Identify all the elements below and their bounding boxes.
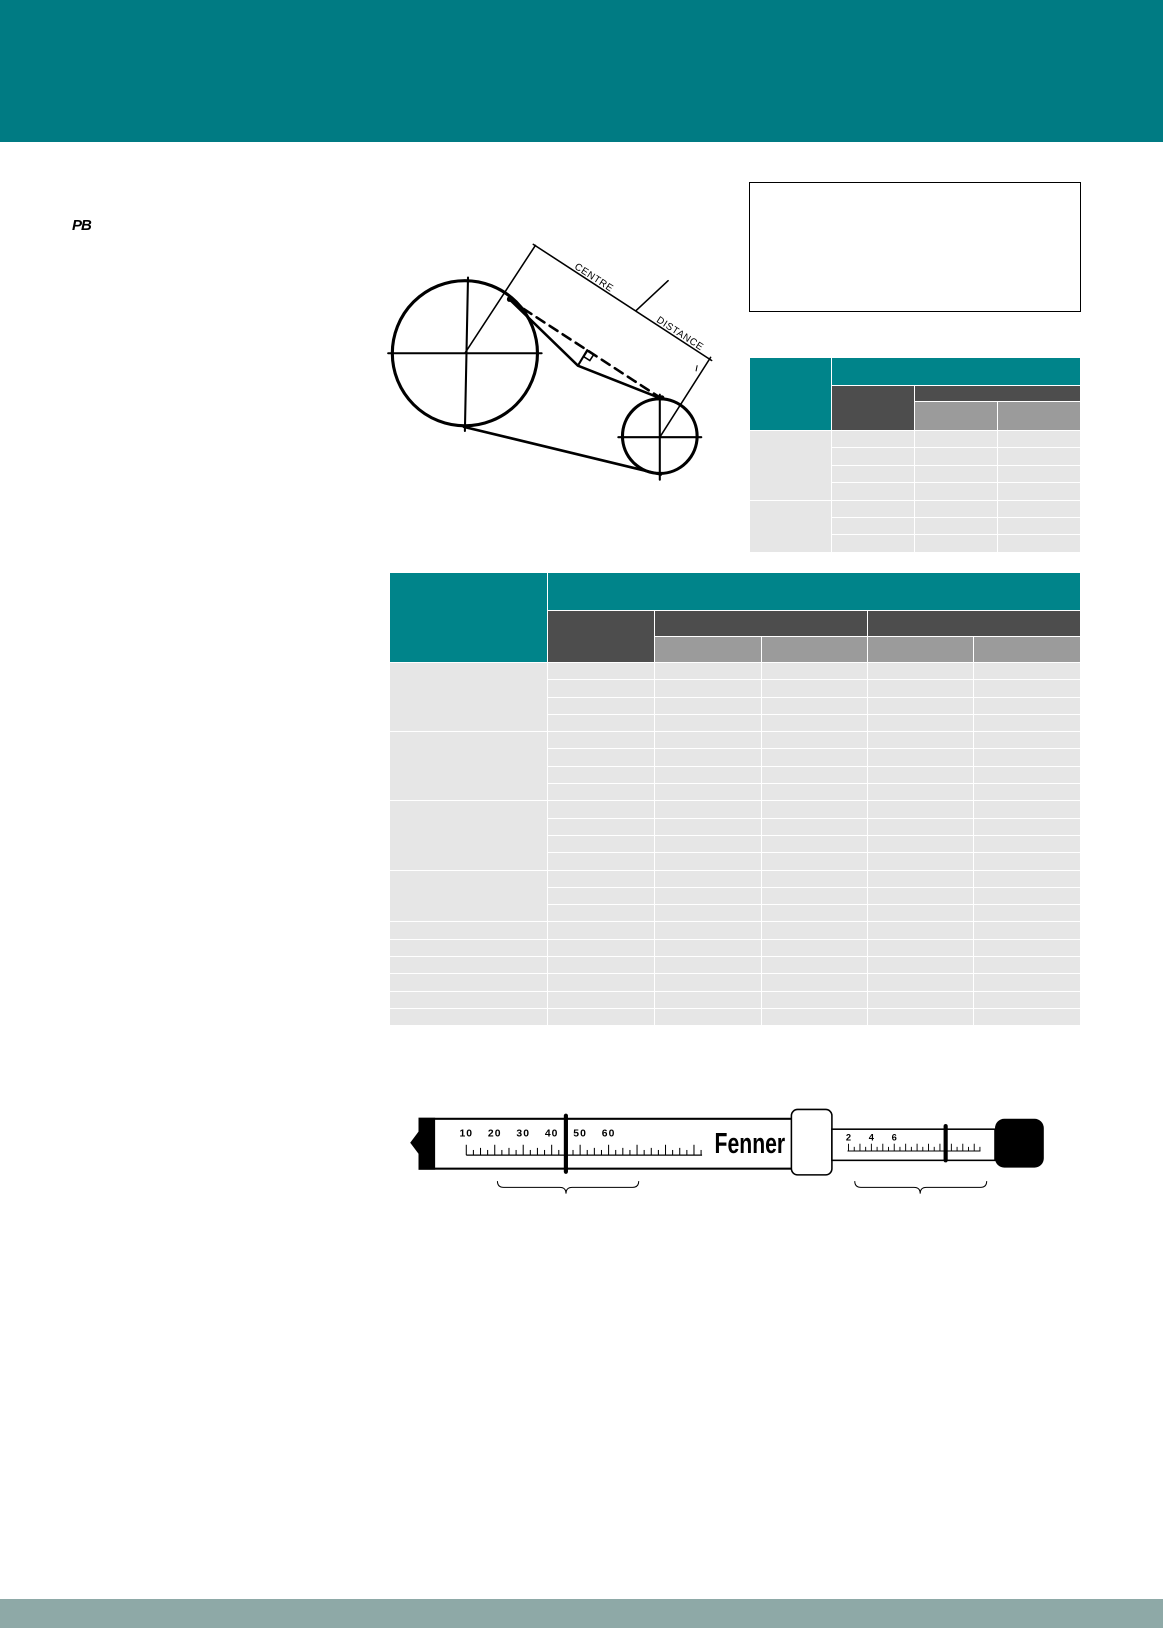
row-group-label (390, 922, 548, 939)
table-row (390, 991, 1081, 1008)
row-group-label (390, 870, 548, 922)
table-cell (868, 974, 974, 991)
table-cell (974, 974, 1081, 991)
table-cell (655, 835, 762, 852)
small-spec-table (749, 357, 1081, 553)
brand-wordmark: Fenner (714, 1128, 786, 1161)
table-cell (974, 732, 1081, 749)
table-cell (655, 784, 762, 801)
small-scale-label: 4 (868, 1132, 874, 1143)
group-header-cell (655, 611, 868, 637)
table-cell (868, 870, 974, 887)
table-cell (655, 663, 762, 680)
table-cell (548, 957, 655, 974)
table-cell (832, 500, 915, 517)
table-cell (548, 801, 655, 818)
table-cell (974, 905, 1081, 922)
table-cell (762, 991, 868, 1008)
table-cell (762, 714, 868, 731)
row-group-label (390, 801, 548, 870)
table-cell (548, 697, 655, 714)
product-logo: PB (72, 217, 91, 234)
table-cell (655, 749, 762, 766)
table-cell (832, 465, 915, 482)
main-spec-table (389, 572, 1081, 1026)
table-cell (915, 535, 998, 552)
table-cell (832, 431, 915, 448)
table-cell (762, 939, 868, 956)
table-cell (974, 697, 1081, 714)
table-cell (655, 818, 762, 835)
table-cell (655, 957, 762, 974)
table-cell (998, 431, 1081, 448)
table-cell (548, 853, 655, 870)
column-header-cell (832, 386, 915, 431)
table-cell (762, 818, 868, 835)
table-cell (762, 663, 868, 680)
table-row (750, 431, 1081, 448)
gauge-end-knob (995, 1119, 1044, 1168)
table-cell (762, 853, 868, 870)
table-cell (868, 663, 974, 680)
table-cell (655, 766, 762, 783)
table-cell (655, 680, 762, 697)
lower-belt-span (464, 427, 661, 475)
lower-tangent-point (659, 395, 664, 400)
table-cell (868, 732, 974, 749)
table-cell (998, 465, 1081, 482)
table-cell (762, 784, 868, 801)
table-cell (974, 749, 1081, 766)
table-cell (998, 535, 1081, 552)
table-cell (655, 801, 762, 818)
driven-extension-line (660, 357, 711, 437)
column-header-cell (548, 611, 655, 663)
table-cell (655, 1008, 762, 1025)
main-scale-label: 50 (573, 1128, 587, 1140)
table-cell (974, 991, 1081, 1008)
table-row (390, 922, 1081, 939)
table-cell (655, 887, 762, 904)
subcolumn-header-cell (998, 402, 1081, 431)
table-row (390, 1008, 1081, 1025)
table-cell (832, 448, 915, 465)
table-cell (655, 991, 762, 1008)
table-cell (655, 853, 762, 870)
table-header-row (750, 358, 1081, 386)
table-cell (974, 766, 1081, 783)
table-cell (762, 766, 868, 783)
tension-gauge (405, 1103, 1049, 1199)
table-cell (548, 991, 655, 1008)
plunger-tube (832, 1129, 995, 1160)
table-cell (868, 887, 974, 904)
row-group-label (390, 957, 548, 974)
dimension-end-tick (696, 366, 697, 371)
main-scale-label: 10 (459, 1128, 474, 1140)
table-cell (974, 939, 1081, 956)
table-row (390, 974, 1081, 991)
footer-band (0, 1599, 1163, 1628)
table-row (390, 732, 1081, 749)
table-cell (832, 483, 915, 500)
table-cell (655, 697, 762, 714)
table-cell (868, 818, 974, 835)
table-cell (548, 870, 655, 887)
table-row (390, 939, 1081, 956)
table-cell (974, 784, 1081, 801)
table-cell (868, 749, 974, 766)
table-cell (868, 766, 974, 783)
table-cell (548, 922, 655, 939)
table-cell (974, 1008, 1081, 1025)
small-scale-label: 6 (891, 1132, 897, 1143)
gauge-end-cap (419, 1118, 436, 1170)
belt-drive-diagram (384, 234, 721, 488)
table-cell (762, 957, 868, 974)
table-cell (915, 431, 998, 448)
force-line (636, 281, 668, 311)
table-cell (998, 500, 1081, 517)
table-cell (655, 870, 762, 887)
table-cell (762, 680, 868, 697)
table-cell (868, 835, 974, 852)
subcolumn-header-cell (915, 402, 998, 431)
row-group-label (390, 663, 548, 732)
gauge-nose (410, 1130, 419, 1155)
table-cell (762, 1008, 868, 1025)
table-cell (915, 465, 998, 482)
table-cell (915, 483, 998, 500)
table-cell (548, 732, 655, 749)
table-cell (655, 905, 762, 922)
table-cell (868, 784, 974, 801)
table-cell (762, 974, 868, 991)
main-scale-label: 30 (516, 1128, 531, 1140)
table-row (390, 801, 1081, 818)
table-cell (868, 957, 974, 974)
subcolumn-header-cell (762, 637, 868, 663)
table-row (390, 663, 1081, 680)
row-group-label (390, 991, 548, 1008)
stub-header-cell (390, 573, 548, 663)
gauge-collar (791, 1109, 832, 1174)
main-scale-brace (497, 1181, 638, 1193)
table-cell (868, 801, 974, 818)
row-group-label (390, 1008, 548, 1025)
table-cell (832, 535, 915, 552)
row-group-label (390, 974, 548, 991)
table-cell (762, 905, 868, 922)
table-cell (998, 483, 1081, 500)
table-cell (762, 835, 868, 852)
table-cell (762, 749, 868, 766)
table-cell (974, 870, 1081, 887)
table-cell (762, 732, 868, 749)
header-band (0, 0, 1163, 142)
row-group-label (390, 939, 548, 956)
table-cell (548, 663, 655, 680)
row-group-label (750, 431, 832, 501)
subcolumn-header-cell (974, 637, 1081, 663)
table-cell (548, 818, 655, 835)
table-cell (868, 697, 974, 714)
table-cell (548, 784, 655, 801)
table-cell (915, 448, 998, 465)
table-cell (974, 801, 1081, 818)
row-group-label (390, 732, 548, 801)
table-row (750, 500, 1081, 517)
spanning-header-cell (832, 358, 1081, 386)
table-body (390, 663, 1081, 1026)
table-cell (868, 1008, 974, 1025)
main-scale-label: 60 (601, 1128, 616, 1140)
table-cell (974, 922, 1081, 939)
table-cell (655, 974, 762, 991)
table-cell (974, 680, 1081, 697)
table-cell (915, 500, 998, 517)
small-scale-label: 2 (845, 1132, 852, 1143)
table-cell (762, 697, 868, 714)
table-cell (974, 818, 1081, 835)
table-cell (655, 732, 762, 749)
table-cell (548, 939, 655, 956)
spanning-header-cell (548, 573, 1081, 611)
table-cell (548, 680, 655, 697)
table-cell (868, 922, 974, 939)
table-cell (868, 991, 974, 1008)
subcolumn-header-cell (868, 637, 974, 663)
table-cell (974, 887, 1081, 904)
table-cell (655, 939, 762, 956)
table-cell (868, 905, 974, 922)
table-cell (548, 835, 655, 852)
group-header-cell (868, 611, 1081, 637)
table-cell (762, 870, 868, 887)
table-cell (832, 517, 915, 534)
straight-span-dashed-line (511, 300, 662, 398)
table-cell (974, 835, 1081, 852)
upper-tangent-point (507, 297, 512, 302)
table-cell (868, 714, 974, 731)
main-scale-label: 20 (487, 1128, 502, 1140)
table-row (390, 870, 1081, 887)
table-cell (998, 448, 1081, 465)
table-cell (998, 517, 1081, 534)
table-cell (548, 714, 655, 731)
table-cell (548, 766, 655, 783)
table-body (750, 431, 1081, 553)
table-cell (915, 517, 998, 534)
table-cell (548, 887, 655, 904)
subcolumn-header-cell (655, 637, 762, 663)
table-cell (655, 714, 762, 731)
main-scale-label: 40 (544, 1128, 559, 1140)
table-cell (548, 974, 655, 991)
table-cell (762, 801, 868, 818)
centre-label: CENTRE (572, 261, 616, 295)
table-cell (974, 663, 1081, 680)
table-cell (974, 853, 1081, 870)
table-cell (548, 1008, 655, 1025)
table-cell (974, 714, 1081, 731)
small-scale-brace (855, 1181, 987, 1193)
stub-header-cell (750, 358, 832, 431)
table-cell (762, 922, 868, 939)
distance-label: DISTANCE (654, 314, 706, 354)
table-cell (974, 957, 1081, 974)
table-cell (868, 853, 974, 870)
row-group-label (750, 500, 832, 552)
table-row (390, 957, 1081, 974)
table-cell (548, 905, 655, 922)
table-cell (548, 749, 655, 766)
driver-extension-line (465, 245, 535, 353)
table-cell (655, 922, 762, 939)
table-cell (868, 939, 974, 956)
group-header-cell (915, 386, 1081, 402)
note-box (749, 182, 1081, 312)
table-cell (762, 887, 868, 904)
table-cell (868, 680, 974, 697)
table-header-row (390, 573, 1081, 611)
